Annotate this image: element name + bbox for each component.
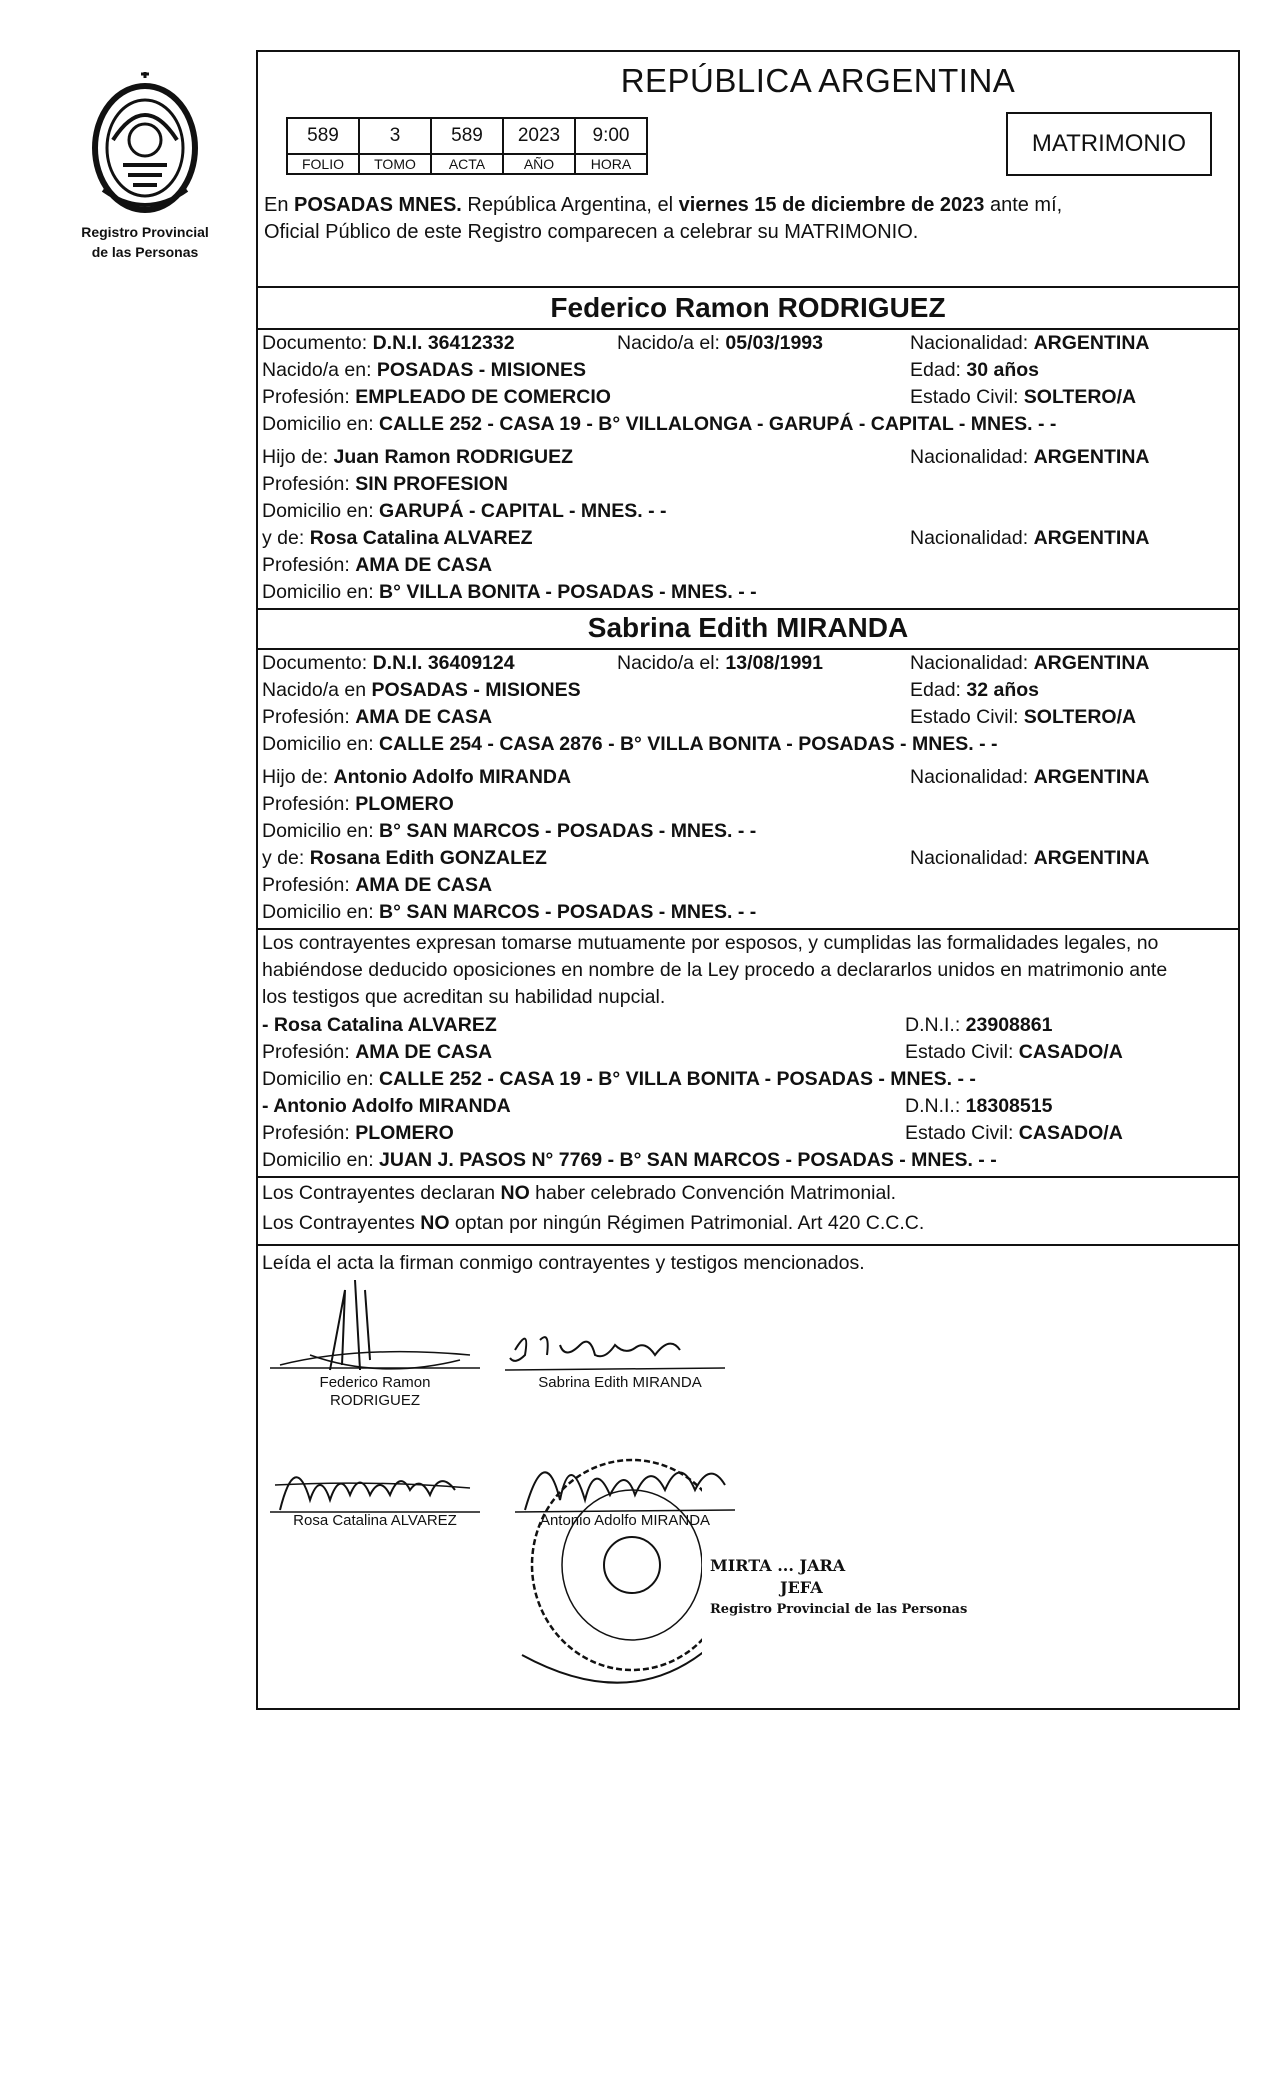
declaration-line-3: los testigos que acreditan su habilidad nupcial.	[262, 986, 666, 1008]
closing-text: Leída el acta la firman conmigo contrayentes y testigos mencionados.	[262, 1252, 865, 1274]
intro-place: POSADAS MNES.	[294, 194, 462, 216]
record-type-box	[1006, 112, 1212, 176]
witness2-name-row: - Antonio Adolfo MIRANDA D.N.I.: 18308515	[262, 1095, 1053, 1117]
signature-witness1	[270, 1440, 490, 1520]
spouse2-doc-row: Documento: D.N.I. 36409124 Nacido/a el: 13/08/1991 Nacionalidad: ARGENTINA	[262, 652, 1150, 674]
divider	[258, 608, 1238, 610]
record-type: MATRIMONIO	[1031, 130, 1187, 157]
official-seal-text: MIRTA ... JARA JEFA Registro Provincial de las Personas	[710, 1556, 968, 1617]
spouse1-birth-row: Nacido/a en: POSADAS - MISIONES Edad: 30 años	[262, 359, 1040, 381]
signature-caption-spouse1: Federico Ramon RODRIGUEZ	[319, 1374, 431, 1409]
signature-spouse2	[505, 1320, 735, 1380]
declaration-line-1: Los contrayentes expresan tomarse mutuamente por esposos, y cumplidas las formalidades legales, no	[262, 932, 1159, 954]
spouse2-mother-addr-row: Domicilio en: B° SAN MARCOS - POSADAS - MNES. - -	[262, 901, 757, 923]
declaration-line-2: habiéndose deducido oposiciones en nombre de la Ley procedo a declararlos unidos en matrimonio ante	[262, 959, 1168, 981]
spouse2-addr-row: Domicilio en: CALLE 254 - CASA 2876 - B° VILLA BONITA - POSADAS - MNES. - -	[262, 733, 998, 755]
hour-value: 9:00	[575, 118, 647, 154]
spouse1-name: Federico Ramon RODRIGUEZ	[550, 292, 946, 323]
acta-value: 589	[431, 118, 503, 154]
spouse1-prof-row: Profesión: EMPLEADO DE COMERCIO Estado Civil: SOLTERO/A	[262, 386, 1137, 408]
witness2-addr-row: Domicilio en: JUAN J. PASOS N° 7769 - B° SAN MARCOS - POSADAS - MNES. - -	[262, 1149, 997, 1171]
spouse1-addr-row: Domicilio en: CALLE 252 - CASA 19 - B° VILLALONGA - GARUPÁ - CAPITAL - MNES. - -	[262, 413, 1057, 435]
spouse1-father-row: Hijo de: Juan Ramon RODRIGUEZ Nacionalidad: ARGENTINA	[262, 446, 1150, 468]
spouse2-name: Sabrina Edith MIRANDA	[587, 612, 909, 643]
logo-caption-2: de las Personas	[91, 244, 199, 260]
intro-date: viernes 15 de diciembre de 2023	[678, 194, 985, 216]
spouse1-doc-row: Documento: D.N.I. 36412332 Nacido/a el: 05/03/1993 Nacionalidad: ARGENTINA	[262, 332, 1150, 354]
witness2-prof-row: Profesión: PLOMERO Estado Civil: CASADO/A	[262, 1122, 1123, 1144]
intro-line-2: Oficial Público de este Registro comparecen a celebrar su MATRIMONIO.	[264, 221, 919, 243]
registry-fields	[286, 117, 648, 175]
witness1-addr-row: Domicilio en: CALLE 252 - CASA 19 - B° VILLA BONITA - POSADAS - MNES. - -	[262, 1068, 976, 1090]
divider	[258, 1176, 1238, 1178]
registry-logo	[70, 70, 220, 260]
folio-label: FOLIO	[287, 154, 359, 174]
spouse2-prof-row: Profesión: AMA DE CASA Estado Civil: SOLTERO/A	[262, 706, 1137, 728]
acta-label: ACTA	[431, 154, 503, 174]
spouse2-birth-row: Nacido/a en POSADAS - MISIONES Edad: 32 años	[262, 679, 1040, 701]
divider	[258, 1244, 1238, 1246]
signature-spouse1	[270, 1260, 490, 1380]
spouse2-mother-prof-row: Profesión: AMA DE CASA	[262, 874, 493, 896]
spouse2-father-prof-row: Profesión: PLOMERO	[262, 793, 454, 815]
spouse2-father-addr-row: Domicilio en: B° SAN MARCOS - POSADAS - MNES. - -	[262, 820, 757, 842]
signature-caption-witness1: Rosa Catalina ALVAREZ	[293, 1512, 457, 1529]
witness1-prof-row: Profesión: AMA DE CASA Estado Civil: CASADO/A	[262, 1041, 1123, 1063]
intro-line-1: En POSADAS MNES. República Argentina, el viernes 15 de diciembre de 2023 ante mí,	[264, 194, 1063, 216]
tomo-value: 3	[359, 118, 431, 154]
spouse2-mother-row: y de: Rosana Edith GONZALEZ Nacionalidad: ARGENTINA	[262, 847, 1150, 869]
regime-line-1: Los Contrayentes declaran NO haber celebrado Convención Matrimonial.	[262, 1182, 897, 1204]
spouse1-mother-prof-row: Profesión: AMA DE CASA	[262, 554, 493, 576]
year-label: AÑO	[503, 154, 575, 174]
regime-line-2: Los Contrayentes NO optan por ningún Régimen Patrimonial. Art 420 C.C.C.	[262, 1212, 925, 1234]
hour-label: HORA	[575, 154, 647, 174]
divider	[258, 286, 1238, 288]
official-stamp	[482, 1455, 702, 1695]
spouse1-father-prof-row: Profesión: SIN PROFESION	[262, 473, 508, 495]
spouse1-mother-row: y de: Rosa Catalina ALVAREZ Nacionalidad: ARGENTINA	[262, 527, 1150, 549]
coat-of-arms-icon	[83, 70, 207, 220]
spouse2-father-row: Hijo de: Antonio Adolfo MIRANDA Nacionalidad: ARGENTINA	[262, 766, 1150, 788]
spouse1-father-addr-row: Domicilio en: GARUPÁ - CAPITAL - MNES. - -	[262, 500, 667, 522]
tomo-label: TOMO	[359, 154, 431, 174]
signature-caption-spouse2: Sabrina Edith MIRANDA	[538, 1374, 702, 1391]
witness1-name-row: - Rosa Catalina ALVAREZ D.N.I.: 23908861	[262, 1014, 1053, 1036]
logo-caption-1: Registro Provincial	[81, 224, 209, 240]
spouse1-mother-addr-row: Domicilio en: B° VILLA BONITA - POSADAS - MNES. - -	[262, 581, 757, 603]
folio-value: 589	[287, 118, 359, 154]
country-title: REPÚBLICA ARGENTINA	[620, 62, 1016, 99]
year-value: 2023	[503, 118, 575, 154]
signature-caption-witness2: Antonio Adolfo MIRANDA	[539, 1512, 711, 1529]
